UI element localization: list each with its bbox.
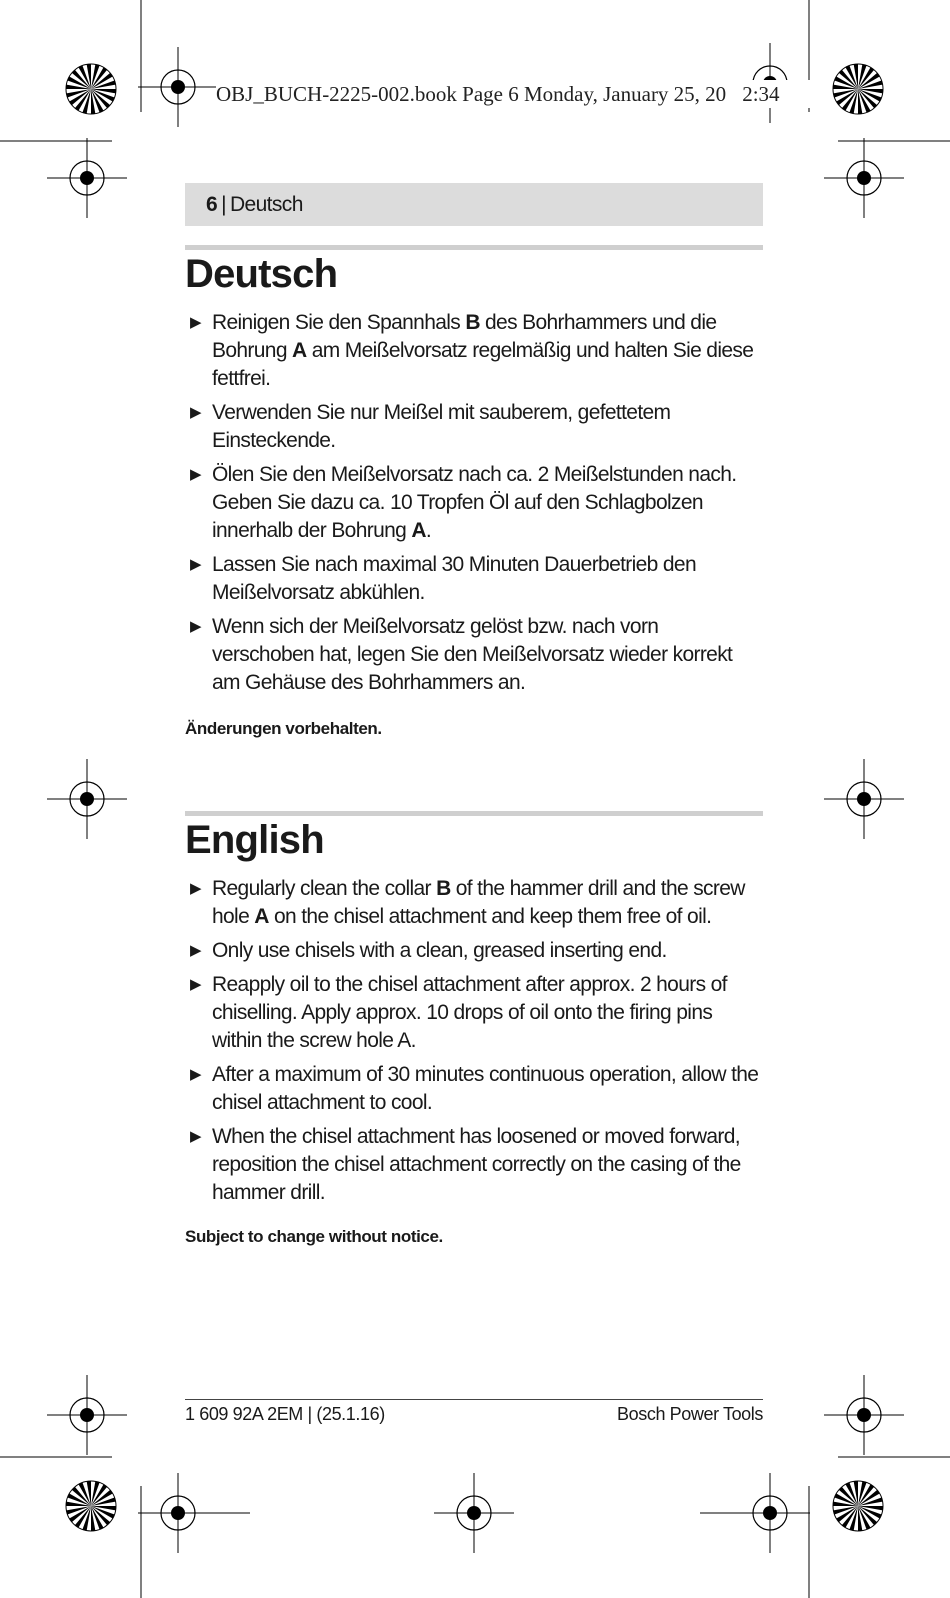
- section-title-english: English: [185, 818, 324, 862]
- bullet-bold-ref: A: [292, 339, 307, 362]
- book-time-fragment: 2:34: [742, 82, 780, 106]
- bullet-item: [185, 971, 763, 1055]
- page-header: [185, 183, 763, 226]
- bullet-text: am Meißelvorsatz regelmäßig und halten Sie diese fettfrei.: [212, 339, 754, 390]
- bullet-item: [185, 309, 763, 393]
- bullet-arrow-icon: ▶: [190, 1128, 201, 1145]
- registration-star-icon: [66, 64, 116, 114]
- header-separator: |: [221, 192, 226, 216]
- bullet-arrow-icon: ▶: [190, 1066, 201, 1083]
- bullet-bold-ref: B: [436, 877, 451, 900]
- bullet-bold-ref: A: [254, 905, 269, 928]
- english-note: Subject to change without notice.: [185, 1227, 443, 1246]
- bullet-arrow-icon: ▶: [190, 618, 201, 635]
- bullet-text: Wenn sich der Meißelvorsatz gelöst bzw. nach vorn verschoben hat, legen Sie den Meißelvorsatz wieder korrekt am Gehäuse des Bohrhammers an.: [212, 615, 733, 694]
- bullet-text: When the chisel attachment has loosened or moved forward, reposition the chisel attachment correctly on the casing of the hammer drill.: [212, 1125, 741, 1204]
- bullet-arrow-icon: ▶: [190, 404, 201, 421]
- registration-star-icon: [833, 1481, 883, 1531]
- bullet-item: [185, 551, 763, 607]
- bullet-text: Ölen Sie den Meißelvorsatz nach ca. 2 Meißelstunden nach. Geben Sie dazu ca. 10 Tropfen Öl auf den Schlagbolzen innerhalb der Bohrung: [212, 463, 737, 542]
- book-line-text: OBJ_BUCH-2225-002.book Page 6 Monday, January 25, 20: [216, 82, 727, 106]
- registration-star-icon: [833, 64, 883, 114]
- bullet-text: Reapply oil to the chisel attachment after approx. 2 hours of chiselling. Apply approx. 10 drops of oil onto the firing pins within the screw hole A.: [212, 973, 727, 1052]
- footer-document-code: 1 609 92A 2EM | (25.1.16): [185, 1404, 385, 1424]
- bullet-text: des Bohrhammers und die Bohrung: [212, 311, 717, 362]
- bullet-text: of the hammer drill and the screw hole: [212, 877, 745, 928]
- bullet-item: [185, 875, 763, 931]
- bullet-item: [185, 1123, 763, 1207]
- registration-star-icon: [66, 1481, 116, 1531]
- bullet-arrow-icon: ▶: [190, 556, 201, 573]
- deutsch-bullet-list: [185, 309, 763, 703]
- bullet-arrow-icon: ▶: [190, 942, 201, 959]
- bullet-bold-ref: A: [411, 519, 426, 542]
- bullet-arrow-icon: ▶: [190, 466, 201, 483]
- section-title-deutsch: Deutsch: [185, 252, 338, 296]
- bullet-text: Reinigen Sie den Spannhals: [212, 311, 466, 334]
- bullet-item: [185, 613, 763, 697]
- bullet-item: [185, 461, 763, 545]
- bullet-item: [185, 937, 763, 965]
- bullet-item: [185, 1061, 763, 1117]
- bullet-bold-ref: B: [465, 311, 480, 334]
- bullet-item: [185, 399, 763, 455]
- bullet-text: Lassen Sie nach maximal 30 Minuten Dauerbetrieb den Meißelvorsatz abkühlen.: [212, 553, 696, 604]
- bullet-text: Regularly clean the collar: [212, 877, 437, 900]
- bullet-arrow-icon: ▶: [190, 976, 201, 993]
- print-book-line: [216, 80, 816, 108]
- bullet-text: After a maximum of 30 minutes continuous operation, allow the chisel attachment to cool.: [212, 1063, 759, 1114]
- bullet-text: Only use chisels with a clean, greased inserting end.: [212, 939, 667, 962]
- english-bullet-list: [185, 875, 763, 1213]
- deutsch-note: Änderungen vorbehalten.: [185, 719, 382, 738]
- footer-brand: Bosch Power Tools: [617, 1404, 763, 1424]
- bullet-text: Verwenden Sie nur Meißel mit sauberem, gefettetem Einsteckende.: [212, 401, 671, 452]
- bullet-text: .: [425, 519, 432, 542]
- bullet-text: on the chisel attachment and keep them free of oil.: [268, 905, 712, 928]
- bullet-arrow-icon: ▶: [190, 314, 201, 331]
- page-number: 6: [206, 192, 218, 216]
- header-section: Deutsch: [229, 192, 303, 216]
- bullet-arrow-icon: ▶: [190, 880, 201, 897]
- footer-rule: [185, 1399, 763, 1400]
